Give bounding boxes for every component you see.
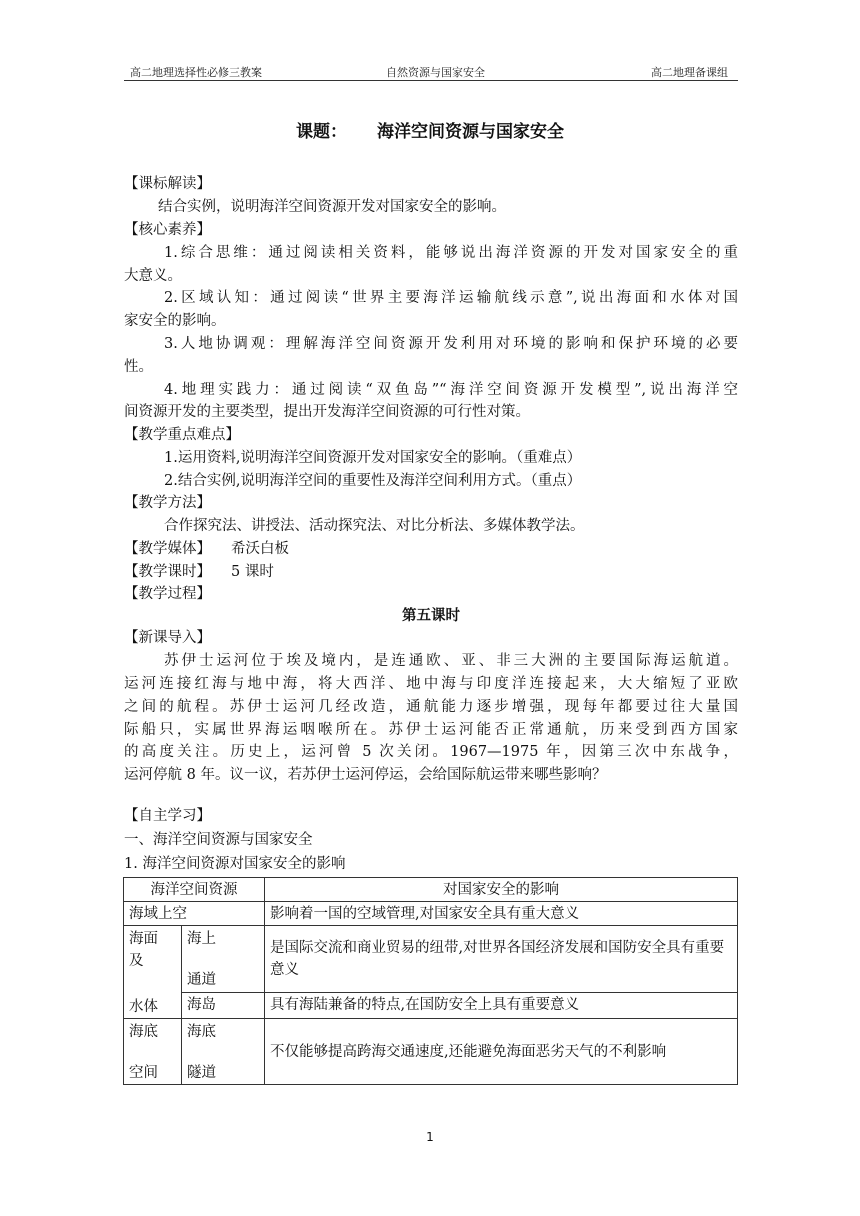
paragraph: 家安全的影响。: [124, 313, 226, 329]
paragraph: 4.地理实践力：通过阅读“双鱼岛”“海洋空间资源开发模型”,说出海洋空: [164, 382, 738, 398]
paragraph: 1.综合思维：通过阅读相关资料，能够说出海洋资源的开发对国家安全的重: [164, 245, 738, 261]
header-center: 自然资源与国家安全: [386, 66, 485, 79]
page-title: [0, 117, 860, 142]
table-row: [124, 926, 738, 993]
header-left: 高二地理选择性必修三教案: [130, 66, 262, 79]
page-number: 1: [426, 1130, 434, 1144]
section-heading-media: [124, 538, 738, 560]
table-cell: 是国际交流和商业贸易的纽带,对世界各国经济发展和国防安全具有重要意义: [265, 926, 738, 993]
lesson-title: 第五课时: [402, 608, 460, 624]
table-cell: 影响着一国的空域管理,对国家安全具有重大意义: [265, 902, 738, 926]
sub-label: 海底: [187, 1024, 216, 1040]
table-row: [124, 902, 738, 926]
section-heading-hours: [124, 561, 738, 583]
paragraph: 苏伊士运河位于埃及境内，是连通欧、亚、非三大洲的主要国际海运航道。: [164, 653, 738, 669]
subsection-heading: 1. 海洋空间资源对国家安全的影响: [124, 856, 346, 872]
sub-label: 通道: [187, 972, 216, 988]
table-header-row: [124, 878, 738, 902]
paragraph: 的高度关注。历史上，运河曾 5 次关闭。1967—1975 年，因第三次中东战争，: [124, 744, 738, 760]
paragraph: 大意义。: [124, 268, 182, 284]
paragraph: 2.区域认知：通过阅读“世界主要海洋运输航线示意”,说出海面和水体对国: [164, 290, 738, 306]
paragraph: 际船只，实属世界海运咽喉所在。苏伊士运河能否正常通航，历来受到西方国家: [124, 722, 738, 738]
group-label: 水体: [129, 999, 158, 1015]
table-cell: 具有海陆兼备的特点,在国防安全上具有重要意义: [265, 992, 738, 1018]
table-cell-group: [124, 926, 182, 1019]
resource-table: [123, 877, 738, 1085]
paragraph: 合作探究法、讲授法、活动探究法、对比分析法、多媒体教学法。: [164, 518, 585, 534]
label: 【教学媒体】: [124, 541, 211, 557]
title-text: 海洋空间资源与国家安全: [377, 122, 564, 142]
section-heading: 【教学过程】: [124, 586, 211, 602]
paragraph: 结合实例，说明海洋空间资源开发对国家安全的影响。: [158, 199, 506, 215]
page-header: [124, 62, 738, 81]
value: 希沃白板: [231, 541, 289, 557]
section-heading: 【新课导入】: [124, 630, 211, 646]
section-heading: 【教学方法】: [124, 495, 211, 511]
sub-label: 海上: [187, 931, 216, 947]
table-row: [124, 992, 738, 1018]
table-header: 海洋空间资源: [124, 878, 265, 902]
paragraph: 之间的航程。苏伊士运河几经改造，通航能力逐步增强，现每年都要过往大量国: [124, 699, 738, 715]
section-heading: 【核心素养】: [124, 222, 211, 238]
subsection-heading: 一、海洋空间资源与国家安全: [124, 832, 313, 848]
paragraph: 运河连接红海与地中海，将大西洋、地中海与印度洋连接起来，大大缩短了亚欧: [124, 676, 738, 692]
label: 【教学课时】: [124, 564, 211, 580]
group-label: 海底: [129, 1024, 158, 1040]
paragraph: 1.运用资料,说明海洋空间资源开发对国家安全的影响。（重难点）: [164, 450, 582, 466]
paragraph: 性。: [124, 359, 153, 375]
group-label: 海面: [129, 931, 158, 947]
header-right: 高二地理备课组: [651, 66, 728, 79]
group-label: 及: [129, 953, 144, 969]
section-heading: 【自主学习】: [124, 808, 211, 824]
table-cell: 海岛: [182, 992, 265, 1018]
table-header: 对国家安全的影响: [265, 878, 738, 902]
section-heading: 【教学重点难点】: [124, 427, 240, 443]
table-row: [124, 1019, 738, 1085]
table-cell: 海域上空: [124, 902, 265, 926]
title-prefix: 课题：: [296, 122, 347, 142]
sub-label: 隧道: [187, 1065, 216, 1081]
table-cell: [182, 1019, 265, 1085]
table-cell: 不仅能够提高跨海交通速度,还能避免海面恶劣天气的不利影响: [265, 1019, 738, 1085]
table-cell: [182, 926, 265, 993]
paragraph: 运河停航 8 年。议一议，若苏伊士运河停运，会给国际航运带来哪些影响？: [124, 767, 607, 783]
value: 5 课时: [231, 564, 274, 580]
section-heading: 【课标解读】: [124, 176, 211, 192]
table-cell-group: [124, 1019, 182, 1085]
group-label: 空间: [129, 1065, 158, 1081]
paragraph: 3.人地协调观：理解海洋空间资源开发利用对环境的影响和保护环境的必要: [164, 336, 738, 352]
paragraph: 间资源开发的主要类型，提出开发海洋空间资源的可行性对策。: [124, 404, 530, 420]
paragraph: 2.结合实例,说明海洋空间的重要性及海洋空间利用方式。（重点）: [164, 473, 582, 489]
